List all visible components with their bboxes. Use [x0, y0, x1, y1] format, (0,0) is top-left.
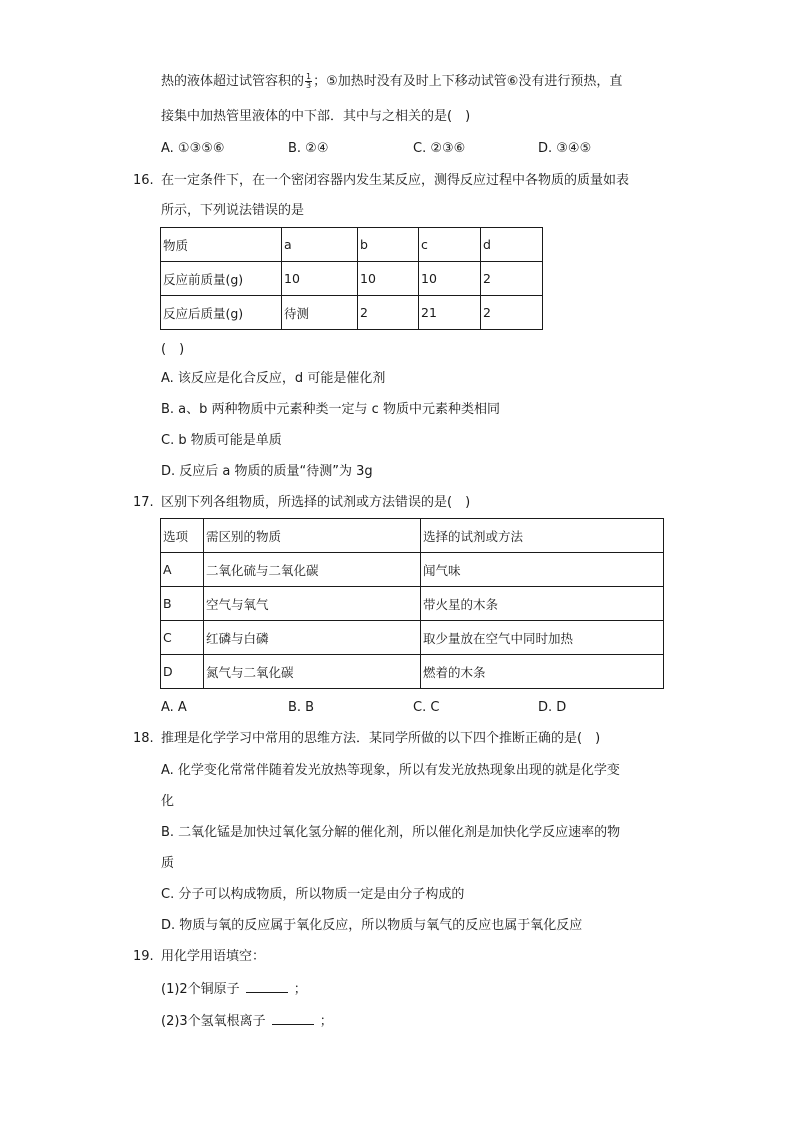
q17-number: 17. [133, 495, 154, 510]
fraction-one-third [305, 73, 312, 90]
table-cell: D [161, 655, 204, 689]
q19-item-1-end: ； [293, 982, 307, 997]
q15-line-1 [161, 73, 622, 91]
q18-number: 18. [133, 731, 154, 746]
q18-option-b-line-2: 质 [161, 856, 175, 871]
q18-stem: 推理是化学学习中常用的思维方法．某同学所做的以下四个推断正确的是( ) [161, 731, 601, 746]
table-cell: 氮气与二氧化碳 [204, 655, 421, 689]
table-cell: 取少量放在空气中同时加热 [421, 621, 664, 655]
table-cell: C [161, 621, 204, 655]
answer-blank[interactable] [272, 1012, 314, 1025]
q16-stem-2: 所示，下列说法错误的是 [161, 203, 305, 218]
table-cell: 物质 [161, 228, 282, 262]
fraction-numerator: 1 [306, 72, 312, 81]
answer-blank[interactable] [246, 980, 288, 993]
q19-item-2-label: (2)3个氢氧根离子 [161, 1014, 266, 1029]
table-cell: 21 [419, 296, 481, 330]
table-cell: 带火星的木条 [421, 587, 664, 621]
table-row [161, 228, 543, 262]
table-cell: 2 [481, 262, 543, 296]
table-cell: 10 [358, 262, 419, 296]
q17-option-c: C. C [413, 700, 440, 715]
q18-option-a-line-1: A. 化学变化常常伴随着发光放热等现象，所以有发光放热现象出现的就是化学变 [161, 763, 620, 778]
q18-option-a-line-2: 化 [161, 794, 175, 809]
table-cell: 反应后质量(g) [161, 296, 282, 330]
table-cell: 10 [419, 262, 481, 296]
table-cell: 2 [481, 296, 543, 330]
table-row [161, 655, 664, 689]
q19-stem: 用化学用语填空： [161, 949, 266, 964]
q17-stem: 区别下列各组物质，所选择的试剂或方法错误的是( ) [161, 495, 471, 510]
table-cell: 反应前质量(g) [161, 262, 282, 296]
q15-text-post: ；⑤加热时没有及时上下移动试管⑥没有进行预热，直 [313, 74, 623, 89]
table-cell: 二氧化硫与二氧化碳 [204, 553, 421, 587]
table-cell: 红磷与白磷 [204, 621, 421, 655]
table-cell: 燃着的木条 [421, 655, 664, 689]
q16-option-d: D. 反应后 a 物质的质量“待测”为 3g [161, 464, 373, 479]
q19-item-2 [161, 1012, 333, 1031]
table-cell: 待测 [282, 296, 358, 330]
q16-table [160, 227, 543, 330]
q16-option-b: B. a、b 两种物质中元素种类一定与 c 物质中元素种类相同 [161, 402, 500, 417]
q15-option-a: A. ①③⑤⑥ [161, 141, 225, 156]
table-cell: c [419, 228, 481, 262]
q17-option-d: D. D [538, 700, 567, 715]
q16-stem-1: 在一定条件下，在一个密闭容器内发生某反应，测得反应过程中各物质的质量如表 [161, 173, 630, 188]
table-cell: 2 [358, 296, 419, 330]
q19-item-2-end: ； [319, 1014, 333, 1029]
table-cell: 空气与氧气 [204, 587, 421, 621]
table-cell: d [481, 228, 543, 262]
table-row [161, 519, 664, 553]
q15-line-2: 接集中加热管里液体的中下部．其中与之相关的是( ) [161, 109, 471, 124]
q17-table [160, 518, 664, 689]
table-cell: B [161, 587, 204, 621]
table-cell: A [161, 553, 204, 587]
table-cell: a [282, 228, 358, 262]
q16-option-c: C. b 物质可能是单质 [161, 433, 282, 448]
q19-number: 19. [133, 949, 154, 964]
q18-option-b-line-1: B. 二氧化锰是加快过氧化氢分解的催化剂，所以催化剂是加快化学反应速率的物 [161, 825, 621, 840]
q15-option-d: D. ③④⑤ [538, 141, 592, 156]
fraction-denominator: 3 [306, 81, 312, 90]
table-row [161, 262, 543, 296]
table-row [161, 553, 664, 587]
q15-option-c: C. ②③⑥ [413, 141, 466, 156]
table-cell: 闻气味 [421, 553, 664, 587]
q19-item-1-label: (1)2个铜原子 [161, 982, 240, 997]
table-row [161, 621, 664, 655]
q16-paren: ( ) [161, 342, 185, 357]
table-cell: 选项 [161, 519, 204, 553]
q17-option-b: B. B [288, 700, 315, 715]
table-cell: 需区别的物质 [204, 519, 421, 553]
q17-option-a: A. A [161, 700, 187, 715]
q18-option-c: C. 分子可以构成物质，所以物质一定是由分子构成的 [161, 887, 465, 902]
q15-text-pre: 热的液体超过试管容积的 [161, 74, 305, 89]
q16-number: 16. [133, 173, 154, 188]
table-cell: 选择的试剂或方法 [421, 519, 664, 553]
q18-option-d: D. 物质与氧的反应属于氧化反应，所以物质与氧气的反应也属于氧化反应 [161, 918, 583, 933]
table-cell: 10 [282, 262, 358, 296]
q16-option-a: A. 该反应是化合反应，d 可能是催化剂 [161, 371, 386, 386]
q15-option-b: B. ②④ [288, 141, 329, 156]
table-row [161, 587, 664, 621]
table-row [161, 296, 543, 330]
table-cell: b [358, 228, 419, 262]
q19-item-1 [161, 980, 307, 999]
